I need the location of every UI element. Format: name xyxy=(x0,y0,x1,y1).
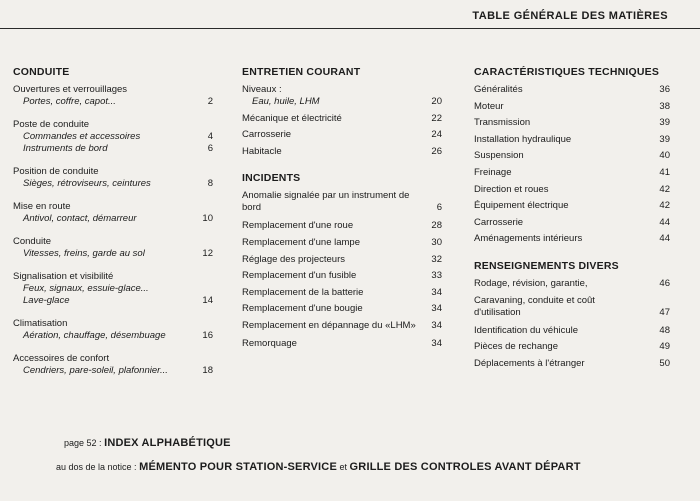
toc-entry-page: 39 xyxy=(659,117,670,129)
toc-entry-page: 4 xyxy=(207,131,213,142)
toc-group-title: Accessoires de confort xyxy=(13,353,110,364)
toc-entry-label: Habitacle xyxy=(242,145,282,157)
toc-entry xyxy=(242,338,442,350)
toc-entry-label: Direction et roues xyxy=(474,183,549,195)
toc-entry-label: Réglage des projecteurs xyxy=(242,253,345,265)
toc-entry-label: Remplacement d'un fusible xyxy=(242,270,357,282)
toc-entry xyxy=(242,96,442,108)
toc-entry-label: Généralités xyxy=(474,84,523,95)
toc-entry-label: Eau, huile, LHM xyxy=(252,96,320,107)
entretien-section-title: ENTRETIEN COURANT xyxy=(242,66,361,78)
conduite-groups xyxy=(13,84,213,377)
toc-entry-page: 40 xyxy=(659,150,670,162)
entretien-incidents-column xyxy=(242,66,442,355)
toc-entry xyxy=(13,178,213,190)
toc-entry-label: Remorquage xyxy=(242,337,297,349)
toc-entry xyxy=(13,248,213,260)
toc-entry xyxy=(474,101,670,113)
toc-entry xyxy=(13,330,213,342)
toc-entry-label: Remplacement de la batterie xyxy=(242,286,364,298)
toc-entry-page: 44 xyxy=(659,233,670,245)
conduite-column xyxy=(13,66,213,388)
toc-entry xyxy=(242,113,442,125)
toc-entry-page: 49 xyxy=(659,341,670,353)
toc-entry-label: Suspension xyxy=(474,150,524,162)
toc-entry xyxy=(474,295,670,319)
caracteristiques-section-title: CARACTÉRISTIQUES TECHNIQUES xyxy=(474,66,660,78)
incidents-items xyxy=(242,190,442,350)
toc-entry-page: 20 xyxy=(431,96,442,107)
toc-group-title: Mise en route xyxy=(13,201,71,212)
toc-group xyxy=(13,318,213,342)
toc-entry xyxy=(242,320,442,332)
incidents-section-title: INCIDENTS xyxy=(242,172,301,185)
toc-entry-label: Anomalie signalée par un instrument de bord xyxy=(242,190,410,214)
caracteristiques-items xyxy=(474,84,670,245)
renseignements-items xyxy=(474,278,670,370)
toc-entry xyxy=(13,131,213,143)
toc-entry xyxy=(13,365,213,377)
toc-entry-label: Remplacement d'une bougie xyxy=(242,303,363,315)
toc-entry-label: Portes, coffre, capot... xyxy=(23,96,116,107)
toc-entry-page: 42 xyxy=(659,183,670,195)
toc-entry-page: 34 xyxy=(431,319,442,331)
toc-entry xyxy=(474,167,670,179)
toc-group-title: Climatisation xyxy=(13,318,68,329)
memento-join: et xyxy=(339,462,348,472)
toc-entry-label: Identification du véhicule xyxy=(474,324,579,336)
page-header-title: TABLE GÉNÉRALE DES MATIÈRES xyxy=(472,10,668,22)
toc-group xyxy=(13,353,213,377)
toc-entry-label: Vitesses, freins, garde au sol xyxy=(23,248,145,259)
toc-entry-label: Carrosserie xyxy=(242,129,292,141)
toc-entry-page: 39 xyxy=(659,133,670,145)
toc-group-title: Signalisation et visibilité xyxy=(13,271,114,282)
toc-entry-label: Commandes et accessoires xyxy=(23,131,141,142)
toc-entry-label: Rodage, révision, garantie, xyxy=(474,277,588,289)
toc-entry xyxy=(474,184,670,196)
toc-entry xyxy=(474,84,670,96)
toc-group xyxy=(13,84,213,108)
toc-entry-label: Aménagements intérieurs xyxy=(474,233,583,245)
toc-entry xyxy=(242,237,442,249)
toc-entry xyxy=(242,146,442,158)
caracteristiques-renseignements-column xyxy=(474,66,670,374)
toc-group xyxy=(13,166,213,190)
toc-entry-page: 48 xyxy=(659,324,670,336)
index-title: INDEX ALPHABÉTIQUE xyxy=(104,437,231,449)
index-reference xyxy=(64,437,231,449)
toc-entry-page: 44 xyxy=(659,216,670,228)
toc-entry-page: 50 xyxy=(659,357,670,369)
toc-group xyxy=(13,201,213,225)
toc-entry xyxy=(13,283,213,295)
header-divider xyxy=(0,28,700,29)
toc-entry-label: Antivol, contact, démarreur xyxy=(23,213,137,224)
toc-group xyxy=(13,236,213,260)
toc-entry-label: Équipement électrique xyxy=(474,200,569,212)
toc-entry-label: Sièges, rétroviseurs, ceintures xyxy=(23,178,151,189)
toc-entry xyxy=(474,150,670,162)
toc-entry xyxy=(474,341,670,353)
toc-entry xyxy=(474,200,670,212)
toc-entry-label: Mécanique et électricité xyxy=(242,112,342,124)
toc-group xyxy=(13,119,213,155)
memento-title2: GRILLE DES CONTROLES AVANT DÉPART xyxy=(349,461,581,473)
toc-group xyxy=(13,271,213,307)
toc-entry-page: 6 xyxy=(436,202,442,214)
toc-entry xyxy=(13,143,213,155)
toc-entry-page: 10 xyxy=(202,213,213,224)
toc-entry-label: Remplacement d'une lampe xyxy=(242,236,360,248)
toc-entry-label: Caravaning, conduite et coût d'utilisation xyxy=(474,294,595,318)
toc-entry-page: 8 xyxy=(207,178,213,189)
toc-entry xyxy=(474,278,670,290)
toc-entry-label: Installation hydraulique xyxy=(474,133,572,145)
toc-entry-page: 34 xyxy=(431,303,442,315)
toc-entry xyxy=(242,254,442,266)
toc-entry xyxy=(474,358,670,370)
toc-group-title: Position de conduite xyxy=(13,166,99,177)
toc-entry-page: 41 xyxy=(659,166,670,178)
toc-entry xyxy=(13,213,213,225)
toc-entry-page: 12 xyxy=(202,248,213,259)
toc-entry-page: 14 xyxy=(202,295,213,306)
memento-reference xyxy=(56,461,581,473)
memento-prefix: au dos de la notice : xyxy=(56,462,137,472)
toc-entry xyxy=(474,217,670,229)
toc-entry-page: 28 xyxy=(431,220,442,232)
toc-entry-page: 2 xyxy=(207,96,213,107)
conduite-section-title: CONDUITE xyxy=(13,66,70,78)
toc-entry-label: Moteur xyxy=(474,100,504,112)
toc-entry-page: 34 xyxy=(431,286,442,298)
toc-entry-page: 34 xyxy=(431,337,442,349)
toc-entry xyxy=(474,117,670,129)
toc-entry-label: Feux, signaux, essuie-glace... xyxy=(23,283,149,294)
toc-entry-page: 33 xyxy=(431,270,442,282)
toc-group-title: Conduite xyxy=(13,236,52,247)
toc-entry xyxy=(242,220,442,232)
toc-entry-label: Aération, chauffage, désembuage xyxy=(23,330,166,341)
toc-entry-label: Lave-glace xyxy=(23,295,70,306)
niveaux-title: Niveaux : xyxy=(242,84,282,95)
renseignements-section-title: RENSEIGNEMENTS DIVERS xyxy=(474,259,619,272)
toc-entry xyxy=(474,325,670,337)
toc-entry-page: 36 xyxy=(659,84,670,95)
toc-entry xyxy=(13,96,213,108)
memento-title: MÉMENTO POUR STATION-SERVICE xyxy=(139,461,337,473)
toc-entry xyxy=(242,190,442,214)
toc-entry xyxy=(474,233,670,245)
toc-entry-label: Freinage xyxy=(474,166,512,178)
toc-entry xyxy=(242,129,442,141)
toc-entry-page: 24 xyxy=(431,129,442,141)
toc-entry xyxy=(242,270,442,282)
toc-entry-label: Transmission xyxy=(474,117,531,129)
toc-entry-label: Instruments de bord xyxy=(23,143,108,154)
toc-entry-page: 30 xyxy=(431,236,442,248)
toc-group-title: Poste de conduite xyxy=(13,119,90,130)
toc-entry-page: 38 xyxy=(659,100,670,112)
toc-entry-page: 26 xyxy=(431,145,442,157)
toc-entry-label: Déplacements à l'étranger xyxy=(474,357,585,369)
toc-entry xyxy=(242,287,442,299)
index-prefix: page 52 : xyxy=(64,438,102,448)
toc-entry-label: Remplacement d'une roue xyxy=(242,220,354,232)
toc-entry-label: Remplacement en dépannage du «LHM» xyxy=(242,319,416,331)
toc-entry-page: 42 xyxy=(659,200,670,212)
toc-entry-page: 46 xyxy=(659,277,670,289)
toc-entry xyxy=(13,295,213,307)
toc-entry-label: Pièces de rechange xyxy=(474,341,558,353)
toc-entry-label: Carrosserie xyxy=(474,216,524,228)
entretien-items xyxy=(242,113,442,158)
toc-entry-page: 22 xyxy=(431,112,442,124)
toc-entry-page: 47 xyxy=(659,306,670,318)
toc-entry-page: 6 xyxy=(207,143,213,154)
toc-entry-page: 18 xyxy=(202,365,213,376)
toc-entry-label: Cendriers, pare-soleil, plafonnier... xyxy=(23,365,168,376)
toc-entry xyxy=(242,303,442,315)
toc-entry xyxy=(474,134,670,146)
toc-entry-page: 32 xyxy=(431,253,442,265)
toc-entry-page: 16 xyxy=(202,330,213,341)
toc-group-title: Ouvertures et verrouillages xyxy=(13,84,128,95)
